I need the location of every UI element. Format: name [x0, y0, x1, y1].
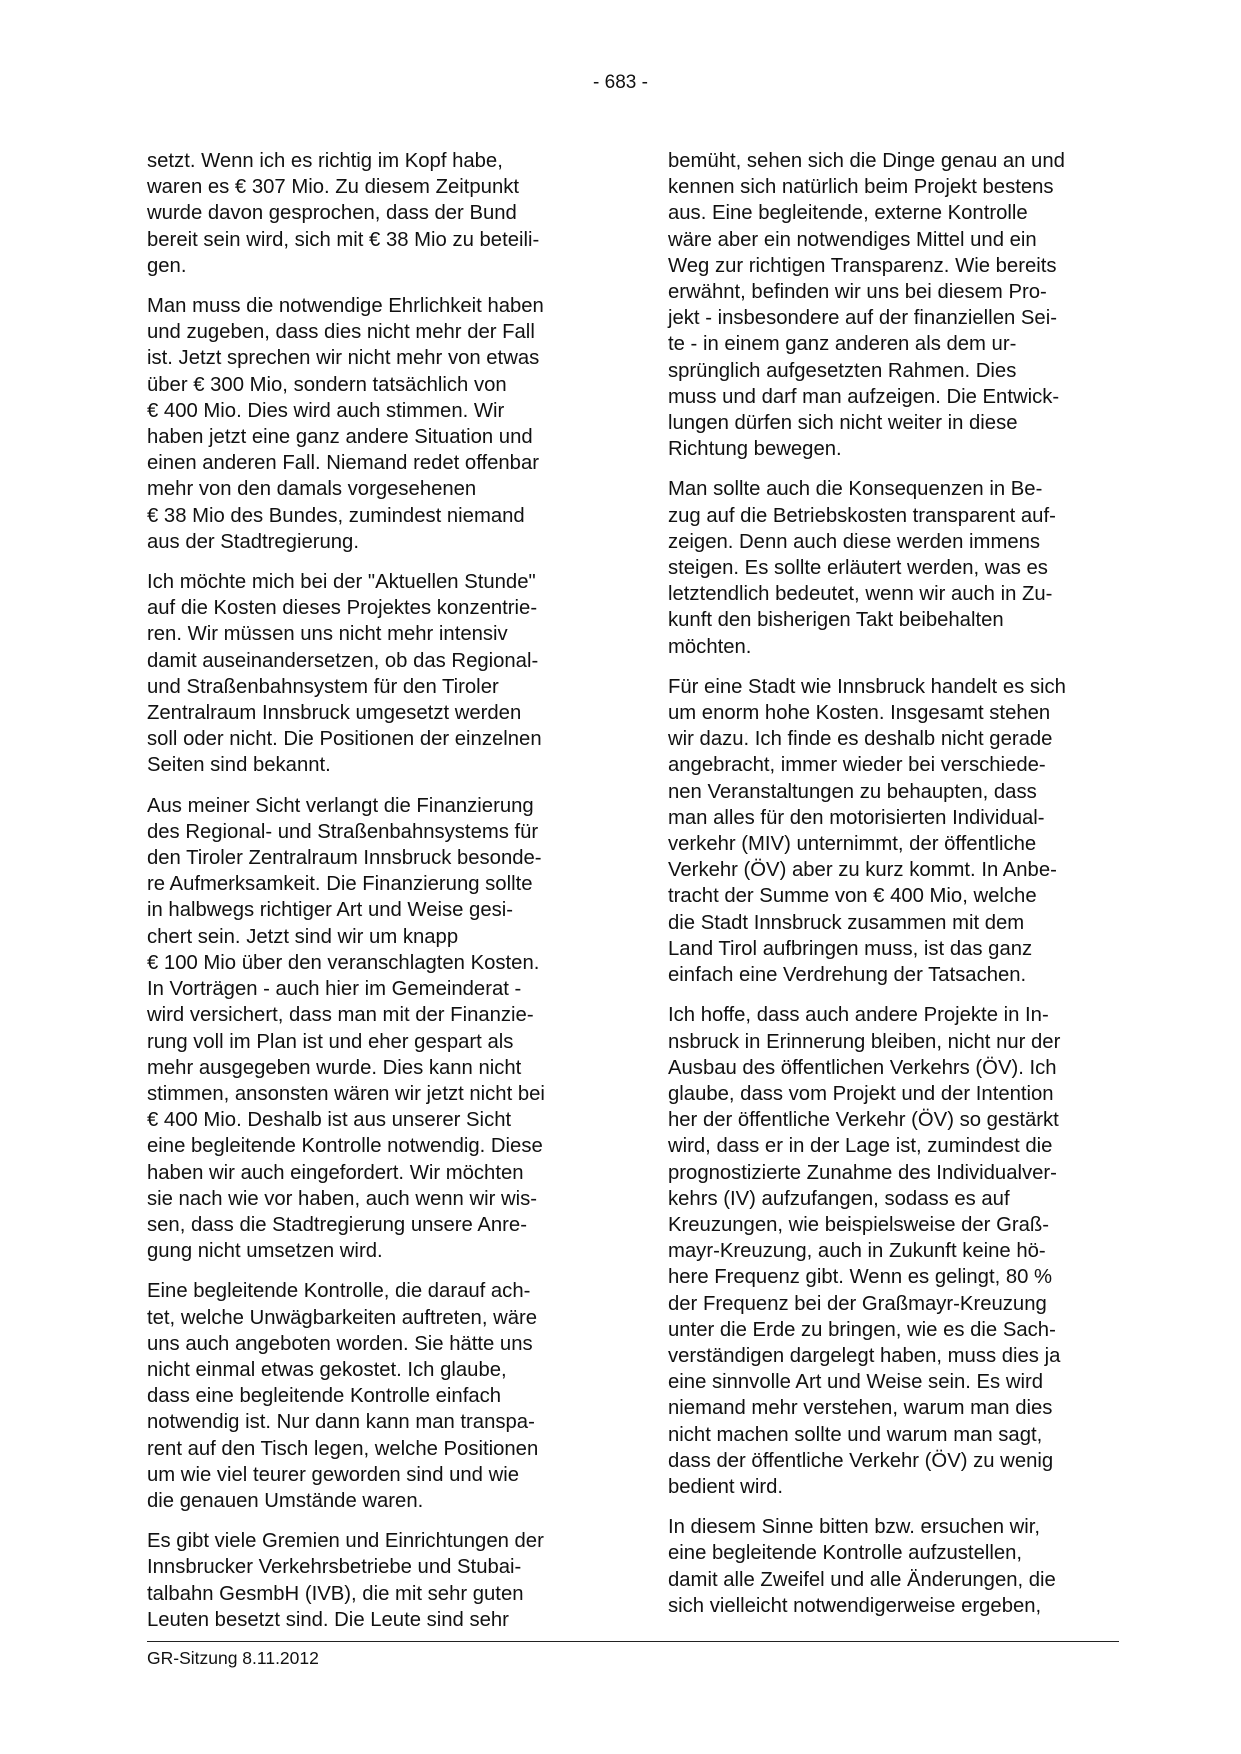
paragraph: Aus meiner Sicht verlangt die Finanzierung des Regional- und Straßenbahnsystems für den Tiroler Zentralraum Innsbruck besonde- re Aufmerksamkeit. Die Finanzierung sollte in halbwegs richtiger Art und Weise gesi- chert sein. Jetzt sind wir um knapp € 100 Mio über den veranschlagten Kosten. In Vorträgen - auch hier im Gemeinderat - wird versichert, dass man mit der Finanzie- rung voll im Plan ist und eher gespart als mehr ausgegeben wurde. Dies kann nicht stimmen, ansonsten wären wir jetzt nicht bei € 400 Mio. Deshalb ist aus unserer Sicht eine begleitende Kontrolle notwendig. Diese haben wir auch eingefordert. Wir möchten sie nach wie vor haben, auch wenn wir wis- sen, dass die Stadtregierung unsere Anre- gung nicht umsetzen wird.	[147, 794, 545, 1263]
paragraph: setzt. Wenn ich es richtig im Kopf habe, waren es € 307 Mio. Zu diesem Zeitpunkt wurde davon gesprochen, dass der Bund bereit sein wird, sich mit € 38 Mio zu beteili- gen.	[147, 150, 540, 277]
right-column	[668, 148, 1120, 1633]
paragraph: Es gibt viele Gremien und Einrichtungen der Innsbrucker Verkehrsbetriebe und Stubai- talbahn GesmbH (IVB), die mit sehr guten Leuten besetzt sind. Die Leute sind sehr	[147, 1530, 544, 1631]
paragraph: Ich hoffe, dass auch andere Projekte in In- nsbruck in Erinnerung bleiben, nicht nur der Ausbau des öffentlichen Verkehrs (ÖV). Ich glaube, dass vom Projekt und der Intention her der öffentliche Verkehr (ÖV) so gestärkt wird, dass er in der Lage ist, zumindest die prognostizierte Zunahme des Individualver- kehrs (IV) aufzufangen, sodass es auf Kreuzungen, wie beispielsweise der Graß- mayr-Kreuzung, auch in Zukunft keine hö- here Frequenz gibt. Wenn es gelingt, 80 % der Frequenz bei der Graßmayr-Kreuzung unter die Erde zu bringen, wie es die Sach- verständigen dargelegt haben, muss dies ja eine sinnvolle Art und Weise sein. Es wird niemand mehr verstehen, warum man dies nicht machen sollte und warum man sagt, dass der öffentliche Verkehr (ÖV) zu wenig bedient wird.	[668, 1004, 1061, 1498]
paragraph: Eine begleitende Kontrolle, die darauf ach- tet, welche Unwägbarkeiten auftreten, wäre uns auch angeboten worden. Sie hätte uns nicht einmal etwas gekostet. Ich glaube, dass eine begleitende Kontrolle einfach notwendig ist. Nur dann kann man transpa- rent auf den Tisch legen, welche Positionen um wie viel teurer geworden sind und wie die genauen Umstände waren.	[147, 1280, 539, 1512]
paragraph: In diesem Sinne bitten bzw. ersuchen wir, eine begleitende Kontrolle aufzustellen, damit alle Zweifel und alle Änderungen, die sich vielleicht notwendigerweise ergeben,	[668, 1516, 1056, 1617]
footer-session-date: GR-Sitzung 8.11.2012	[147, 1648, 319, 1668]
paragraph: Ich möchte mich bei der "Aktuellen Stunde" auf die Kosten dieses Projektes konzentrie- ren. Wir müssen uns nicht mehr intensiv damit auseinandersetzen, ob das Regional- und Straßenbahnsystem für den Tiroler Zentralraum Innsbruck umgesetzt werden soll oder nicht. Die Positionen der einzelnen Seiten sind bekannt.	[147, 571, 542, 777]
page-number: - 683 -	[593, 72, 648, 93]
paragraph: Man muss die notwendige Ehrlichkeit haben und zugeben, dass dies nicht mehr der Fall ist. Jetzt sprechen wir nicht mehr von etwas über € 300 Mio, sondern tatsächlich von € 400 Mio. Dies wird auch stimmen. Wir haben jetzt eine ganz andere Situation und einen anderen Fall. Niemand redet offenbar mehr von den damals vorgesehenen € 38 Mio des Bundes, zumindest niemand aus der Stadtregierung.	[147, 295, 544, 553]
paragraph: Man sollte auch die Konsequenzen in Be- zug auf die Betriebskosten transparent auf- zeigen. Denn auch diese werden immens steigen. Es sollte erläutert werden, was es letztendlich bedeutet, wenn wir auch in Zu- kunft den bisherigen Takt beibehalten möchten.	[668, 478, 1056, 658]
left-column	[147, 148, 599, 1647]
paragraph: Für eine Stadt wie Innsbruck handelt es sich um enorm hohe Kosten. Insgesamt stehen wir dazu. Ich finde es deshalb nicht gerade angebracht, immer wieder bei verschiede- nen Veranstaltungen zu behaupten, dass man alles für den motorisierten Individual- verkehr (MIV) unternimmt, der öffentliche Verkehr (ÖV) aber zu kurz kommt. In Anbe- tracht der Summe von € 400 Mio, welche die Stadt Innsbruck zusammen mit dem Land Tirol aufbringen muss, ist das ganz einfach eine Verdrehung der Tatsachen.	[668, 675, 1066, 987]
footer-divider	[147, 1641, 1119, 1642]
paragraph: bemüht, sehen sich die Dinge genau an und kennen sich natürlich beim Projekt bestens aus. Eine begleitende, externe Kontrolle wäre aber ein notwendiges Mittel und ein Weg zur richtigen Transparenz. Wie bereits erwähnt, befinden wir uns bei diesem Pro- jekt - insbesondere auf der finanziellen Sei- te - in einem ganz anderen als dem ur- sprünglich aufgesetzten Rahmen. Dies muss und darf man aufzeigen. Die Entwick- lungen dürfen sich nicht weiter in diese Richtung bewegen.	[668, 150, 1065, 461]
